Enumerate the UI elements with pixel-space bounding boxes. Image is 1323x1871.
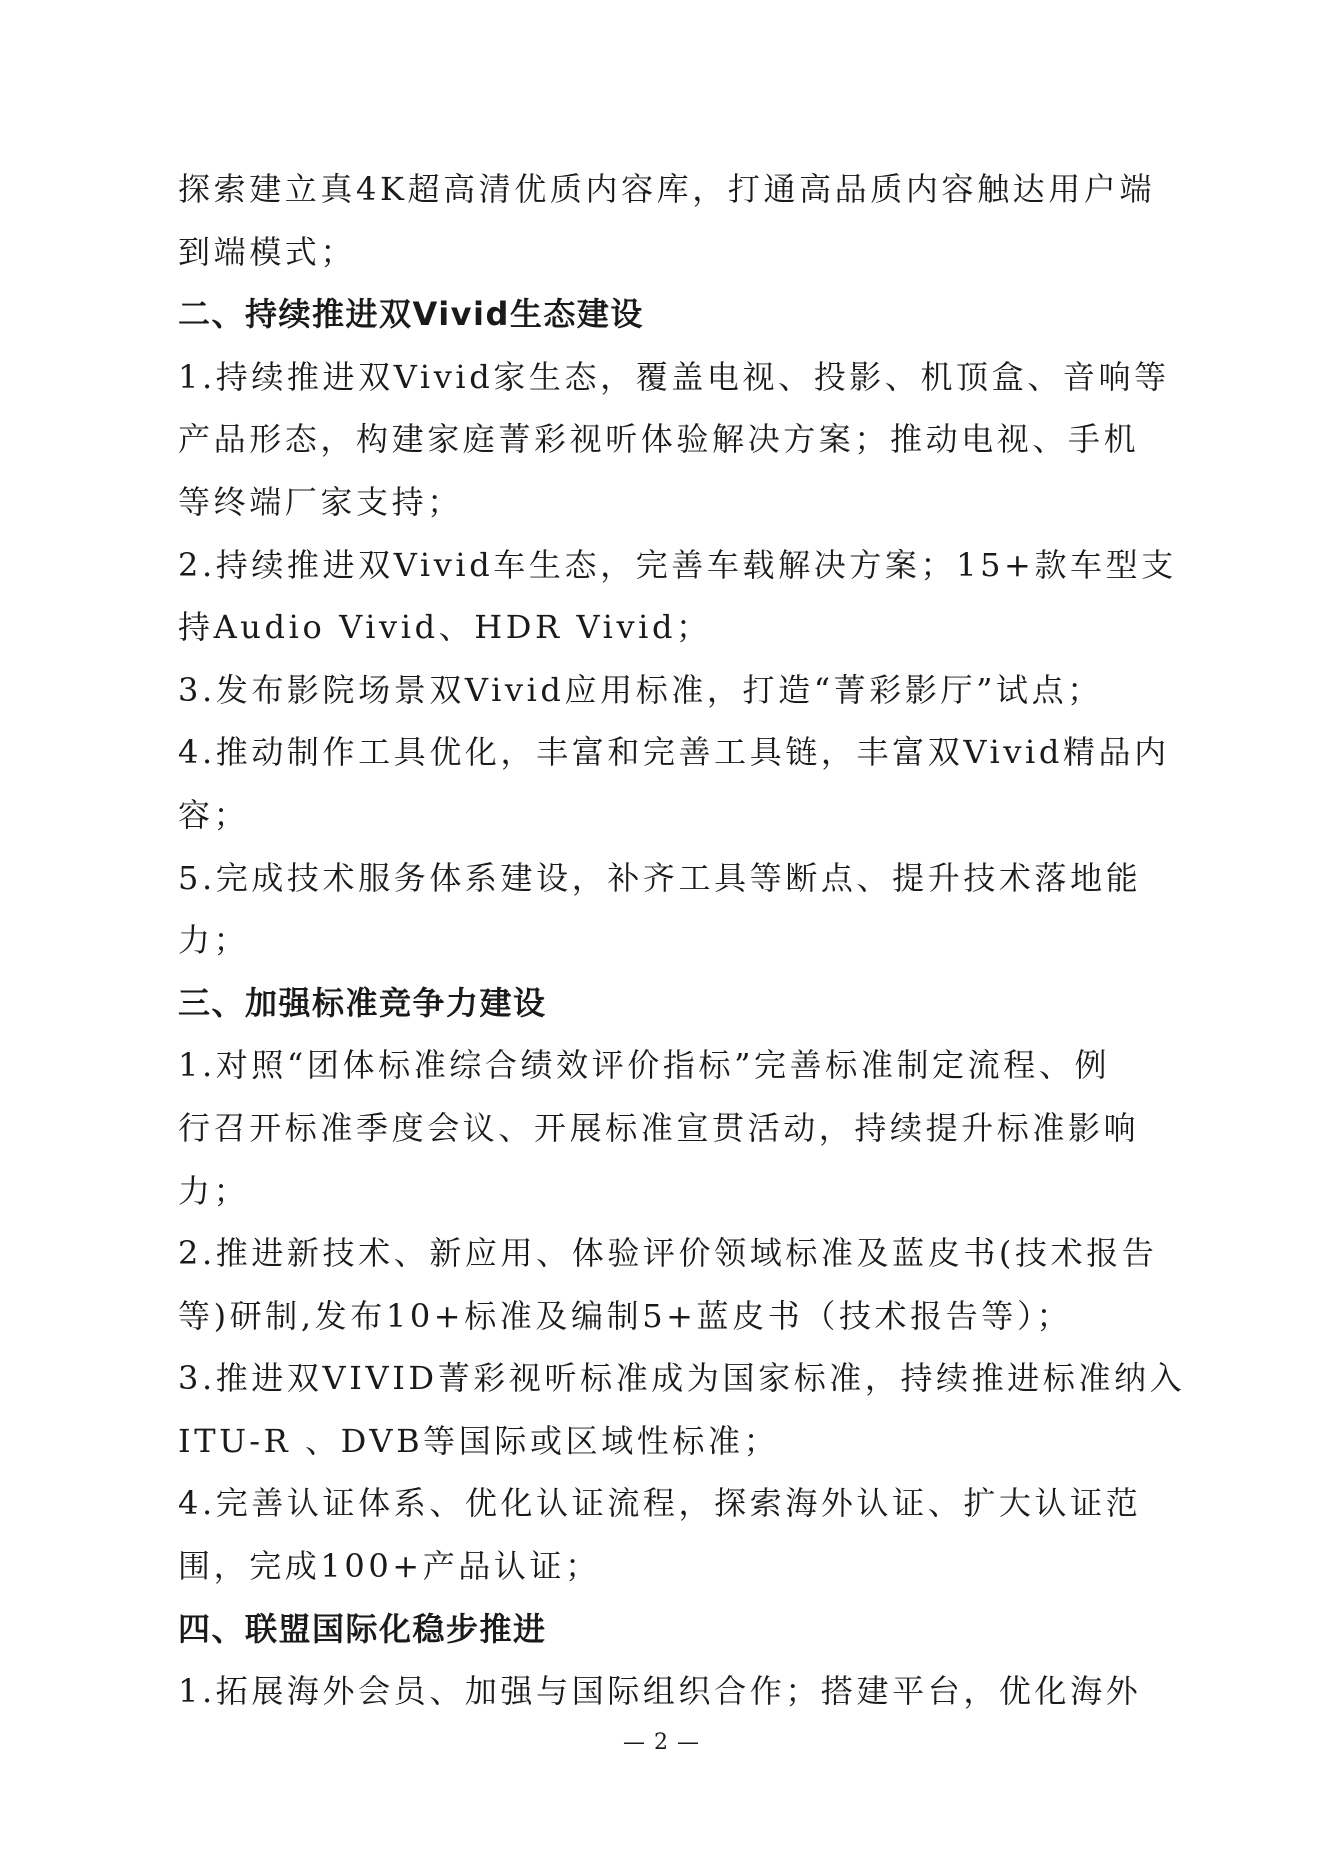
text-line: 4.完善认证体系、优化认证流程，探索海外认证、扩大认证范 xyxy=(178,1484,1142,1523)
text-line: 3.发布影院场景双Vivid应用标准，打造“菁彩影厅”试点； xyxy=(178,670,1103,709)
text-line: ITU-R 、DVB等国际或区域性标准； xyxy=(178,1421,780,1460)
section-heading: 四、联盟国际化稳步推进 xyxy=(178,1609,547,1648)
text-line: 产品形态，构建家庭菁彩视听体验解决方案；推动电视、手机 xyxy=(178,420,1140,459)
text-line: 围，完成100+产品认证； xyxy=(178,1547,601,1586)
section-heading: 二、持续推进双Vivid生态建设 xyxy=(178,295,644,334)
text-line: 力； xyxy=(178,1171,250,1210)
text-line: 探索建立真4K超高清优质内容库，打通高品质内容触达用户端 xyxy=(178,170,1156,208)
text-line: 容； xyxy=(178,795,250,834)
text-line: 4.推动制作工具优化，丰富和完善工具链，丰富双Vivid精品内 xyxy=(178,733,1170,772)
text-line: 力； xyxy=(178,921,250,960)
text-line: 2.推进新技术、新应用、体验评价领域标准及蓝皮书(技术报告 xyxy=(178,1234,1158,1273)
text-line: 等)研制,发布10+标准及编制5+蓝皮书（技术报告等）； xyxy=(178,1296,1073,1335)
text-line: 1.持续推进双Vivid家生态，覆盖电视、投影、机顶盒、音响等 xyxy=(178,357,1170,396)
text-line: 1.对照“团体标准综合绩效评价指标”完善标准制定流程、例 xyxy=(178,1046,1111,1085)
text-line: 行召开标准季度会议、开展标准宣贯活动，持续提升标准影响 xyxy=(178,1108,1140,1147)
text-line: 3.推进双VIVID菁彩视听标准成为国家标准，持续推进标准纳入 xyxy=(178,1359,1186,1398)
page-number: — 2 — xyxy=(623,1730,700,1755)
section-heading: 三、加强标准竞争力建设 xyxy=(178,983,547,1022)
text-line: 1.拓展海外会员、加强与国际组织合作；搭建平台，优化海外 xyxy=(178,1672,1142,1711)
document-body xyxy=(178,158,1186,1723)
text-line: 等终端厂家支持； xyxy=(178,482,463,521)
text-line: 2.持续推进双Vivid车生态，完善车载解决方案；15+款车型支 xyxy=(178,545,1177,584)
text-line: 持Audio Vivid、HDR Vivid； xyxy=(178,608,712,647)
text-line: 到端模式； xyxy=(178,232,357,271)
text-line: 5.完成技术服务体系建设，补齐工具等断点、提升技术落地能 xyxy=(178,858,1142,897)
